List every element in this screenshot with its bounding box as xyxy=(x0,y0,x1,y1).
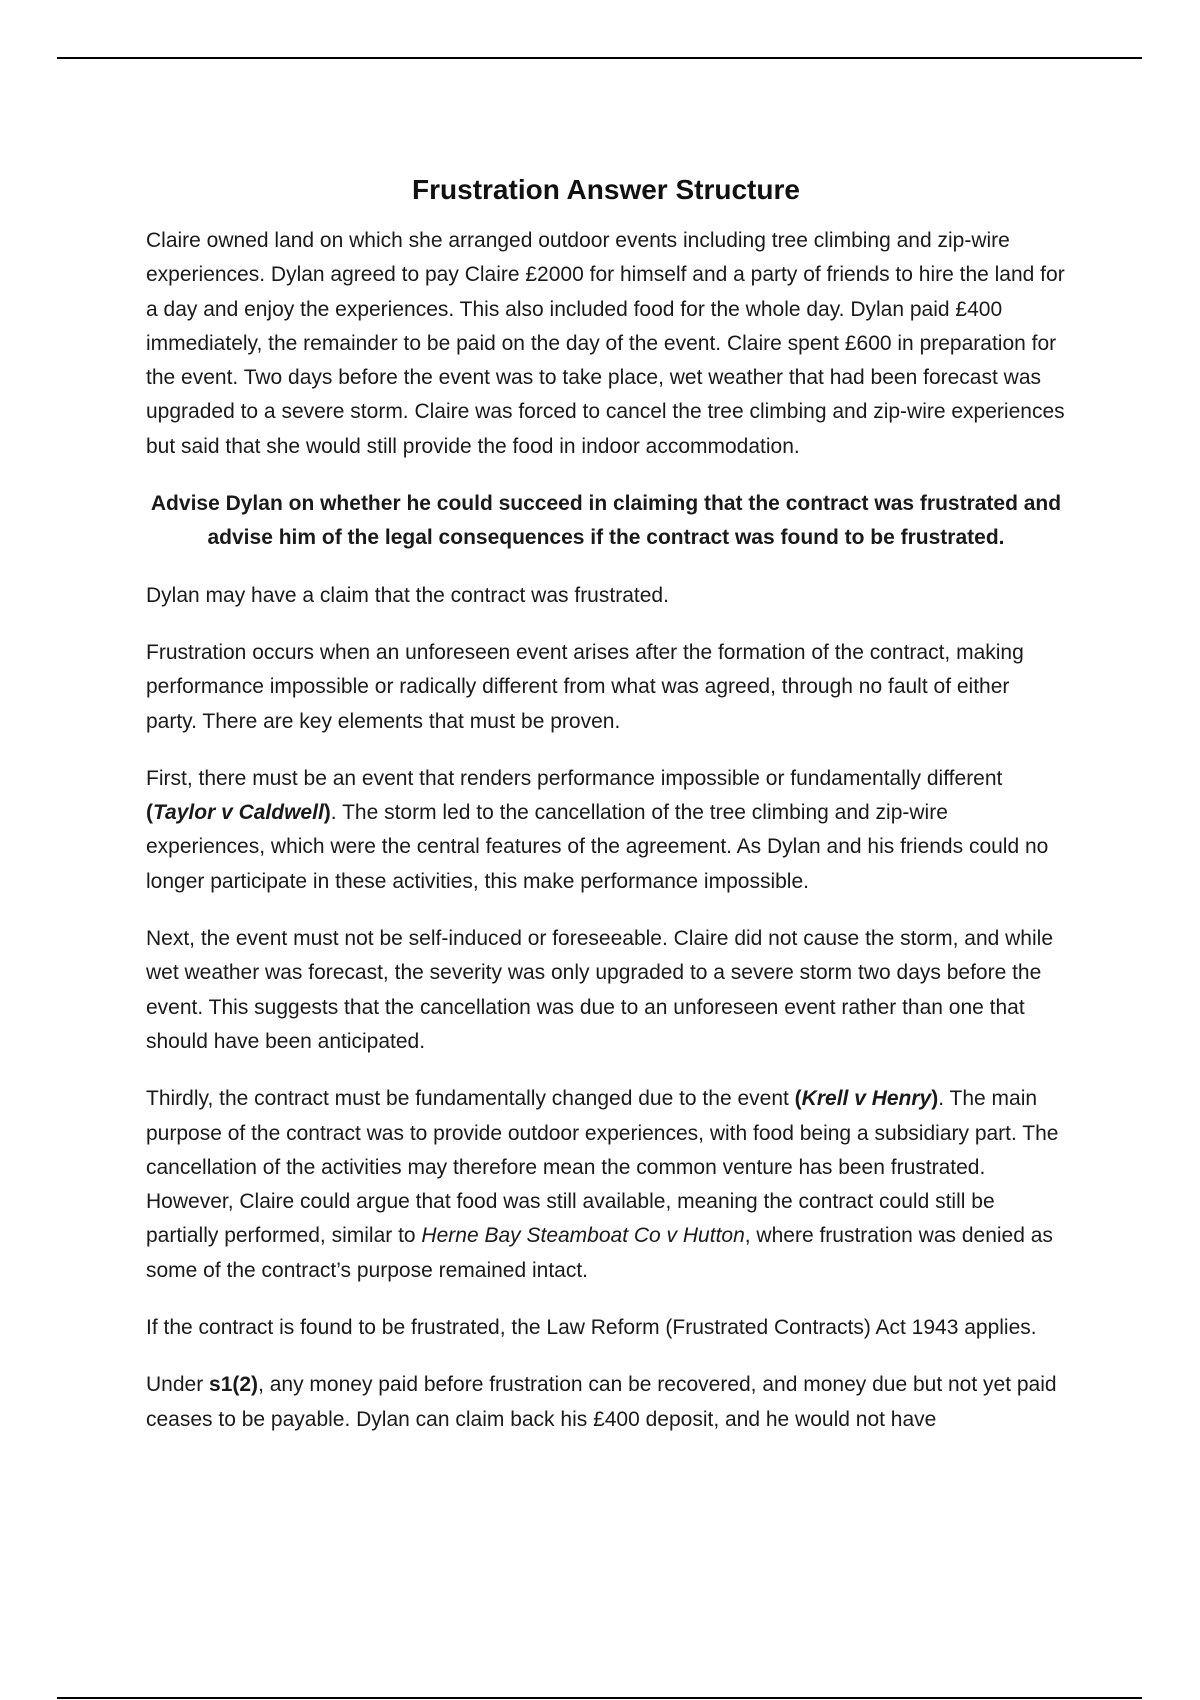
third-element-text: Thirdly, the contract must be fundamentally changed due to the event xyxy=(146,1087,795,1111)
case-close-paren: ) xyxy=(931,1087,939,1111)
scenario-paragraph: Claire owned land on which she arranged outdoor events including tree climbing and zip-wire experiences. Dylan agreed to pay Claire £2000 for himself and a party of friends to hire the land for a day and enjoy the experiences. This also included food for the whole day. Dylan paid £400 immediately, the remainder to be paid on the day of the event. Claire spent £600 in preparation for the event. Two days before the event was to take place, wet weather that had been forecast was upgraded to a severe storm. Claire was forced to cancel the tree climbing and zip-wire experiences but said that she would still provide the food in indoor accommodation. xyxy=(146,229,1065,458)
act-paragraph: If the contract is found to be frustrated, the Law Reform (Frustrated Contracts) Act 1943 applies. xyxy=(146,1316,1037,1340)
case-open-paren: ( xyxy=(146,801,153,825)
s12-text-after: , any money paid before frustration can be recovered, and money due but not yet paid ceases to be payable. Dylan can claim back his £400 deposit, and he would not have xyxy=(146,1373,1057,1431)
case-close-paren: ) xyxy=(323,801,331,825)
first-element-text-after: . The storm led to the cancellation of the tree climbing and zip-wire experiences, which were the central features of the agreement. As Dylan and his friends could no longer participate in these activities, this make performance impossible. xyxy=(146,801,1049,893)
document-title: Frustration Answer Structure xyxy=(412,174,800,205)
third-element-text-middle: . The main purpose of the contract was to provide outdoor experiences, with food being a subsidiary part. The cancellation of the activities may therefore mean the common venture has been frustrated. However, Claire could argue that food was still available, meaning the contract could still be partially performed, similar to xyxy=(146,1087,1059,1248)
case-krell-v-henry: Krell v Henry xyxy=(801,1087,932,1111)
s12-paragraph xyxy=(146,1368,1066,1437)
third-element-text-after: , where frustration was denied as some of the contract’s purpose remained intact. xyxy=(146,1224,1053,1282)
header-rule xyxy=(57,57,1142,59)
document-body xyxy=(146,170,1066,1460)
s12-text-before: Under xyxy=(146,1373,210,1397)
first-element-paragraph xyxy=(146,762,1066,899)
case-taylor-v-caldwell: Taylor v Caldwell xyxy=(153,801,324,825)
next-element-paragraph: Next, the event must not be self-induced or foreseeable. Claire did not cause the storm, and while wet weather was forecast, the severity was only upgraded to a severe storm two days before the event. This suggests that the cancellation was due to an unforeseen event rather than one that should have been anticipated. xyxy=(146,927,1053,1053)
case-herne-bay: Herne Bay Steamboat Co v Hutton xyxy=(421,1224,745,1248)
third-element-paragraph xyxy=(146,1082,1066,1288)
case-open-paren: ( xyxy=(794,1087,802,1111)
claim-paragraph: Dylan may have a claim that the contract was frustrated. xyxy=(146,583,669,607)
section-s1-2: s1(2) xyxy=(209,1373,259,1397)
footer-rule xyxy=(57,1697,1142,1699)
definition-paragraph: Frustration occurs when an unforeseen event arises after the formation of the contract, making performance impossible or radically different from what was agreed, through no fault of either party. There are key elements that must be proven. xyxy=(146,640,1024,733)
first-element-text: First, there must be an event that renders performance impossible or fundamentally different xyxy=(146,766,1003,790)
question-paragraph: Advise Dylan on whether he could succeed in claiming that the contract was frustrated and advise him of the legal consequences if the contract was found to be frustrated. xyxy=(150,492,1062,550)
